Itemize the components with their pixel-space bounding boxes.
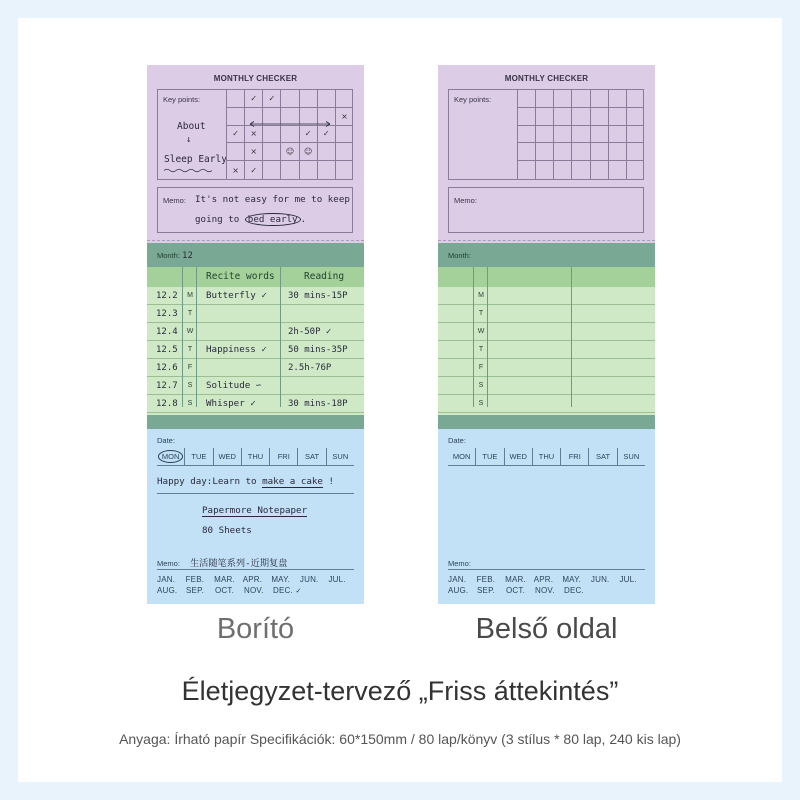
log-rows [438,287,655,413]
grid-cell [280,126,298,144]
checker-grid [226,90,353,179]
weekday-row [157,448,354,466]
row-day: S [478,382,484,389]
table-row [147,305,364,323]
table-row [438,359,655,377]
weekday-label: SUN [623,452,640,461]
weekday-cell [157,448,185,465]
weekday-label: SAT [305,452,320,461]
grid-cell [517,126,535,144]
weekday-label: TUE [191,452,207,461]
divider [182,267,183,407]
grid-cell [262,143,280,161]
row-day: M [187,292,193,299]
double-arrow-line [248,120,332,128]
grid-cell [590,126,608,144]
row-reading: 50 mins-35P [288,344,348,355]
weekday-cell [242,448,270,465]
weekday-cell [505,448,533,465]
table-row [438,305,655,323]
table-row [147,287,364,305]
divider [280,267,281,407]
divider [196,267,197,407]
month-item: SEP. [186,586,204,595]
row-reading: 2h-50P ✓ [288,326,332,337]
grid-cell [553,161,571,179]
month-item: JUL. [328,575,346,584]
grid-cell: ☺ [299,143,317,161]
row-reading: 30 mins-18P [288,398,348,409]
months-row [157,586,357,597]
grid-cell [571,126,589,144]
months-row [448,586,648,597]
grid-cell [335,143,353,161]
grid-cell [553,90,571,108]
month-item: MAR. [214,575,235,584]
month-item: APR. [533,575,554,584]
grid-cell [571,108,589,126]
row-date: 12.3 [156,308,178,319]
weekday-label: SAT [596,452,611,461]
grid-cell [590,90,608,108]
month-item: SEP. [477,586,495,595]
weekday-label: MON [452,452,471,461]
grid-cell [553,126,571,144]
weekday-cell [327,448,354,465]
tear-line [438,240,655,241]
grid-cell [553,143,571,161]
month-item: MAR. [505,575,526,584]
grid-cell [280,161,298,179]
divider [571,267,572,407]
weekday-cell [589,448,617,465]
grid-cell [608,143,626,161]
months-list [157,575,357,597]
month-header [147,243,364,267]
grid-cell [590,108,608,126]
grid-cell: ✓ [262,90,280,108]
weekday-row [448,448,645,466]
month-header [438,243,655,267]
month-item: JUN. [299,575,319,584]
grid-cell [571,143,589,161]
grid-cell [335,90,353,108]
grid-cell [590,161,608,179]
grid-cell [535,143,553,161]
grid-cell: ✓ [244,161,262,179]
table-row [438,323,655,341]
row-date: 12.6 [156,362,178,373]
grid-cell [608,90,626,108]
grid-cell: × [226,161,244,179]
grid-cell [626,161,644,179]
col-recite-words: Recite words [206,271,275,282]
handwritten-about: About [177,121,206,132]
row-day: T [187,346,193,353]
table-row [147,395,364,413]
table-row [147,323,364,341]
weekday-label: WED [218,452,236,461]
happy-day-text: Happy day:Learn to make a cake ! [157,476,335,487]
handwritten-arrow: ↓ [186,135,192,145]
row-day: F [187,364,193,371]
note-line [157,471,354,494]
grid-cell [335,161,353,179]
month-item: DEC. [273,586,293,595]
key-points-label: Key points: [454,95,492,104]
log-rows [147,287,364,413]
memo-row [448,550,645,570]
grid-cell: ✓ [226,126,244,144]
row-recite: Solitude ∽ [206,380,262,391]
memo-box [448,187,644,233]
row-date: 12.7 [156,380,178,391]
weekday-cell [270,448,298,465]
grid-cell [517,161,535,179]
weekday-label: WED [509,452,527,461]
grid-cell [626,126,644,144]
row-date: 12.2 [156,290,178,301]
weekday-cell [533,448,561,465]
product-specs: Anyaga: Írható papír Specifikációk: 60*150mm / 80 lap/könyv (3 stílus * 80 lap, 240 kis lap) [119,731,681,747]
date-label: Date: [157,436,175,445]
month-item: APR. [242,575,263,584]
row-date: 12.5 [156,344,178,355]
month-item: FEB. [476,575,496,584]
key-points-box [448,89,644,180]
checker-grid [517,90,644,179]
table-row [438,395,655,413]
key-points-label: Key points: [163,95,201,104]
month-item: MAY. [562,575,582,584]
grid-cell [226,90,244,108]
reading-log-section [147,243,364,429]
grid-cell [608,126,626,144]
month-item: MAY. [271,575,291,584]
row-date: 12.4 [156,326,178,337]
inner-notepad [438,65,655,604]
row-day: S [478,400,484,407]
weekday-cell [448,448,476,465]
inner-caption: Belső oldal [475,613,618,645]
row-date: 12.8 [156,398,178,409]
grid-cell [553,108,571,126]
grid-cell [535,90,553,108]
grid-cell [608,108,626,126]
weekday-label: TUE [482,452,498,461]
grid-cell: ✓ [299,126,317,144]
months-list [448,575,648,597]
key-points-box [157,89,353,180]
row-recite: Butterfly ✓ [206,290,267,301]
row-day: S [187,400,193,407]
months-row [157,575,357,586]
month-item: JAN. [157,575,176,584]
row-day: W [477,328,485,335]
grid-cell [571,90,589,108]
memo-label: Memo: [448,559,471,568]
col-reading: Reading [304,271,345,282]
weekday-cell [561,448,589,465]
weekday-cell [476,448,504,465]
tear-line [147,240,364,241]
grid-cell [626,108,644,126]
weekday-label: FRI [568,452,581,461]
table-row [438,287,655,305]
row-day: W [186,328,194,335]
grid-cell [280,90,298,108]
table-row [147,359,364,377]
weekday-label: FRI [277,452,290,461]
grid-cell [571,161,589,179]
cover-notepad [147,65,364,604]
weekday-cell [214,448,242,465]
product-title: Életjegyzet-tervező „Friss áttekintés” [181,676,619,706]
column-headers [438,267,655,287]
grid-cell [335,126,353,144]
row-recite: Happiness ✓ [206,344,267,355]
dec-check-icon: ✓ [296,586,302,595]
cover-caption: Borító [216,613,295,645]
papermore-text: Papermore Notepaper [202,505,308,516]
memo-label: Memo: [157,559,180,568]
row-day: T [187,310,193,317]
grid-cell [535,108,553,126]
table-row [147,341,364,359]
grid-cell: × [335,108,353,126]
memo-line-1: It's not easy for me to keep [195,194,350,205]
month-item: DEC. [564,586,584,595]
weekday-cell [185,448,213,465]
grid-cell: × [244,143,262,161]
row-recite: Whisper ✓ [206,398,256,409]
product-frame [18,18,782,782]
grid-cell: ☺ [280,143,298,161]
row-day: T [478,310,484,317]
months-row [448,575,648,586]
daily-note-section [438,429,655,604]
grid-cell [299,90,317,108]
grid-cell [517,108,535,126]
grid-cell [517,90,535,108]
weekday-cell [298,448,326,465]
row-reading: 2.5h-76P [288,362,332,373]
grid-cell [317,143,335,161]
grid-cell [626,90,644,108]
grid-cell [535,126,553,144]
grid-cell: ✓ [244,90,262,108]
grid-cell [626,143,644,161]
monthly-checker-section [147,65,364,243]
month-item: JUL. [619,575,637,584]
memo-line-2: going to bed early . [195,214,307,225]
row-day: S [187,382,193,389]
column-headers [147,267,364,287]
grid-cell [262,126,280,144]
month-label: Month: [448,251,471,260]
wavy-underline [164,168,212,173]
green-footer [438,415,655,429]
grid-cell [590,143,608,161]
grid-cell [226,108,244,126]
month-item: AUG. [157,586,178,595]
memo-label: Memo: [163,196,186,205]
row-day: F [478,364,484,371]
reading-log-section [438,243,655,429]
grid-cell [299,161,317,179]
grid-cell [317,161,335,179]
monthly-checker-section [438,65,655,243]
row-day: M [478,292,484,299]
memo-label: Memo: [454,196,477,205]
grid-cell [226,143,244,161]
grid-cell [608,161,626,179]
checker-title: MONTHLY CHECKER [213,74,298,83]
grid-cell [535,161,553,179]
row-day: T [478,346,484,353]
divider [487,267,488,407]
grid-cell [262,161,280,179]
green-footer [147,415,364,429]
divider [473,267,474,407]
weekday-label: SUN [332,452,349,461]
weekday-label: MON [158,450,184,463]
memo-box [157,187,353,233]
sheets-text: 80 Sheets [202,525,252,536]
table-row [147,377,364,395]
checker-title: MONTHLY CHECKER [504,74,589,83]
row-reading: 30 mins-15P [288,290,348,301]
grid-cell [517,143,535,161]
month-label: Month: 12 [157,251,193,261]
memo-cn-text: 生活随笔系列-近期复盘 [190,558,288,569]
grid-cell [317,90,335,108]
grid-cell: ✓ [317,126,335,144]
date-label: Date: [448,436,466,445]
month-item: FEB. [185,575,205,584]
table-row [438,341,655,359]
month-item: NOV. [244,586,264,595]
grid-cell: × [244,126,262,144]
weekday-cell [618,448,645,465]
handwritten-sleep-early: Sleep Early [164,154,227,165]
month-item: JAN. [448,575,467,584]
table-row [438,377,655,395]
month-item: AUG. [448,586,469,595]
daily-note-section [147,429,364,604]
month-item: OCT. [506,586,526,595]
month-item: NOV. [535,586,555,595]
memo-row [157,550,354,570]
weekday-label: THU [247,452,264,461]
month-item: JUN. [590,575,610,584]
month-item: OCT. [215,586,235,595]
weekday-label: THU [538,452,555,461]
